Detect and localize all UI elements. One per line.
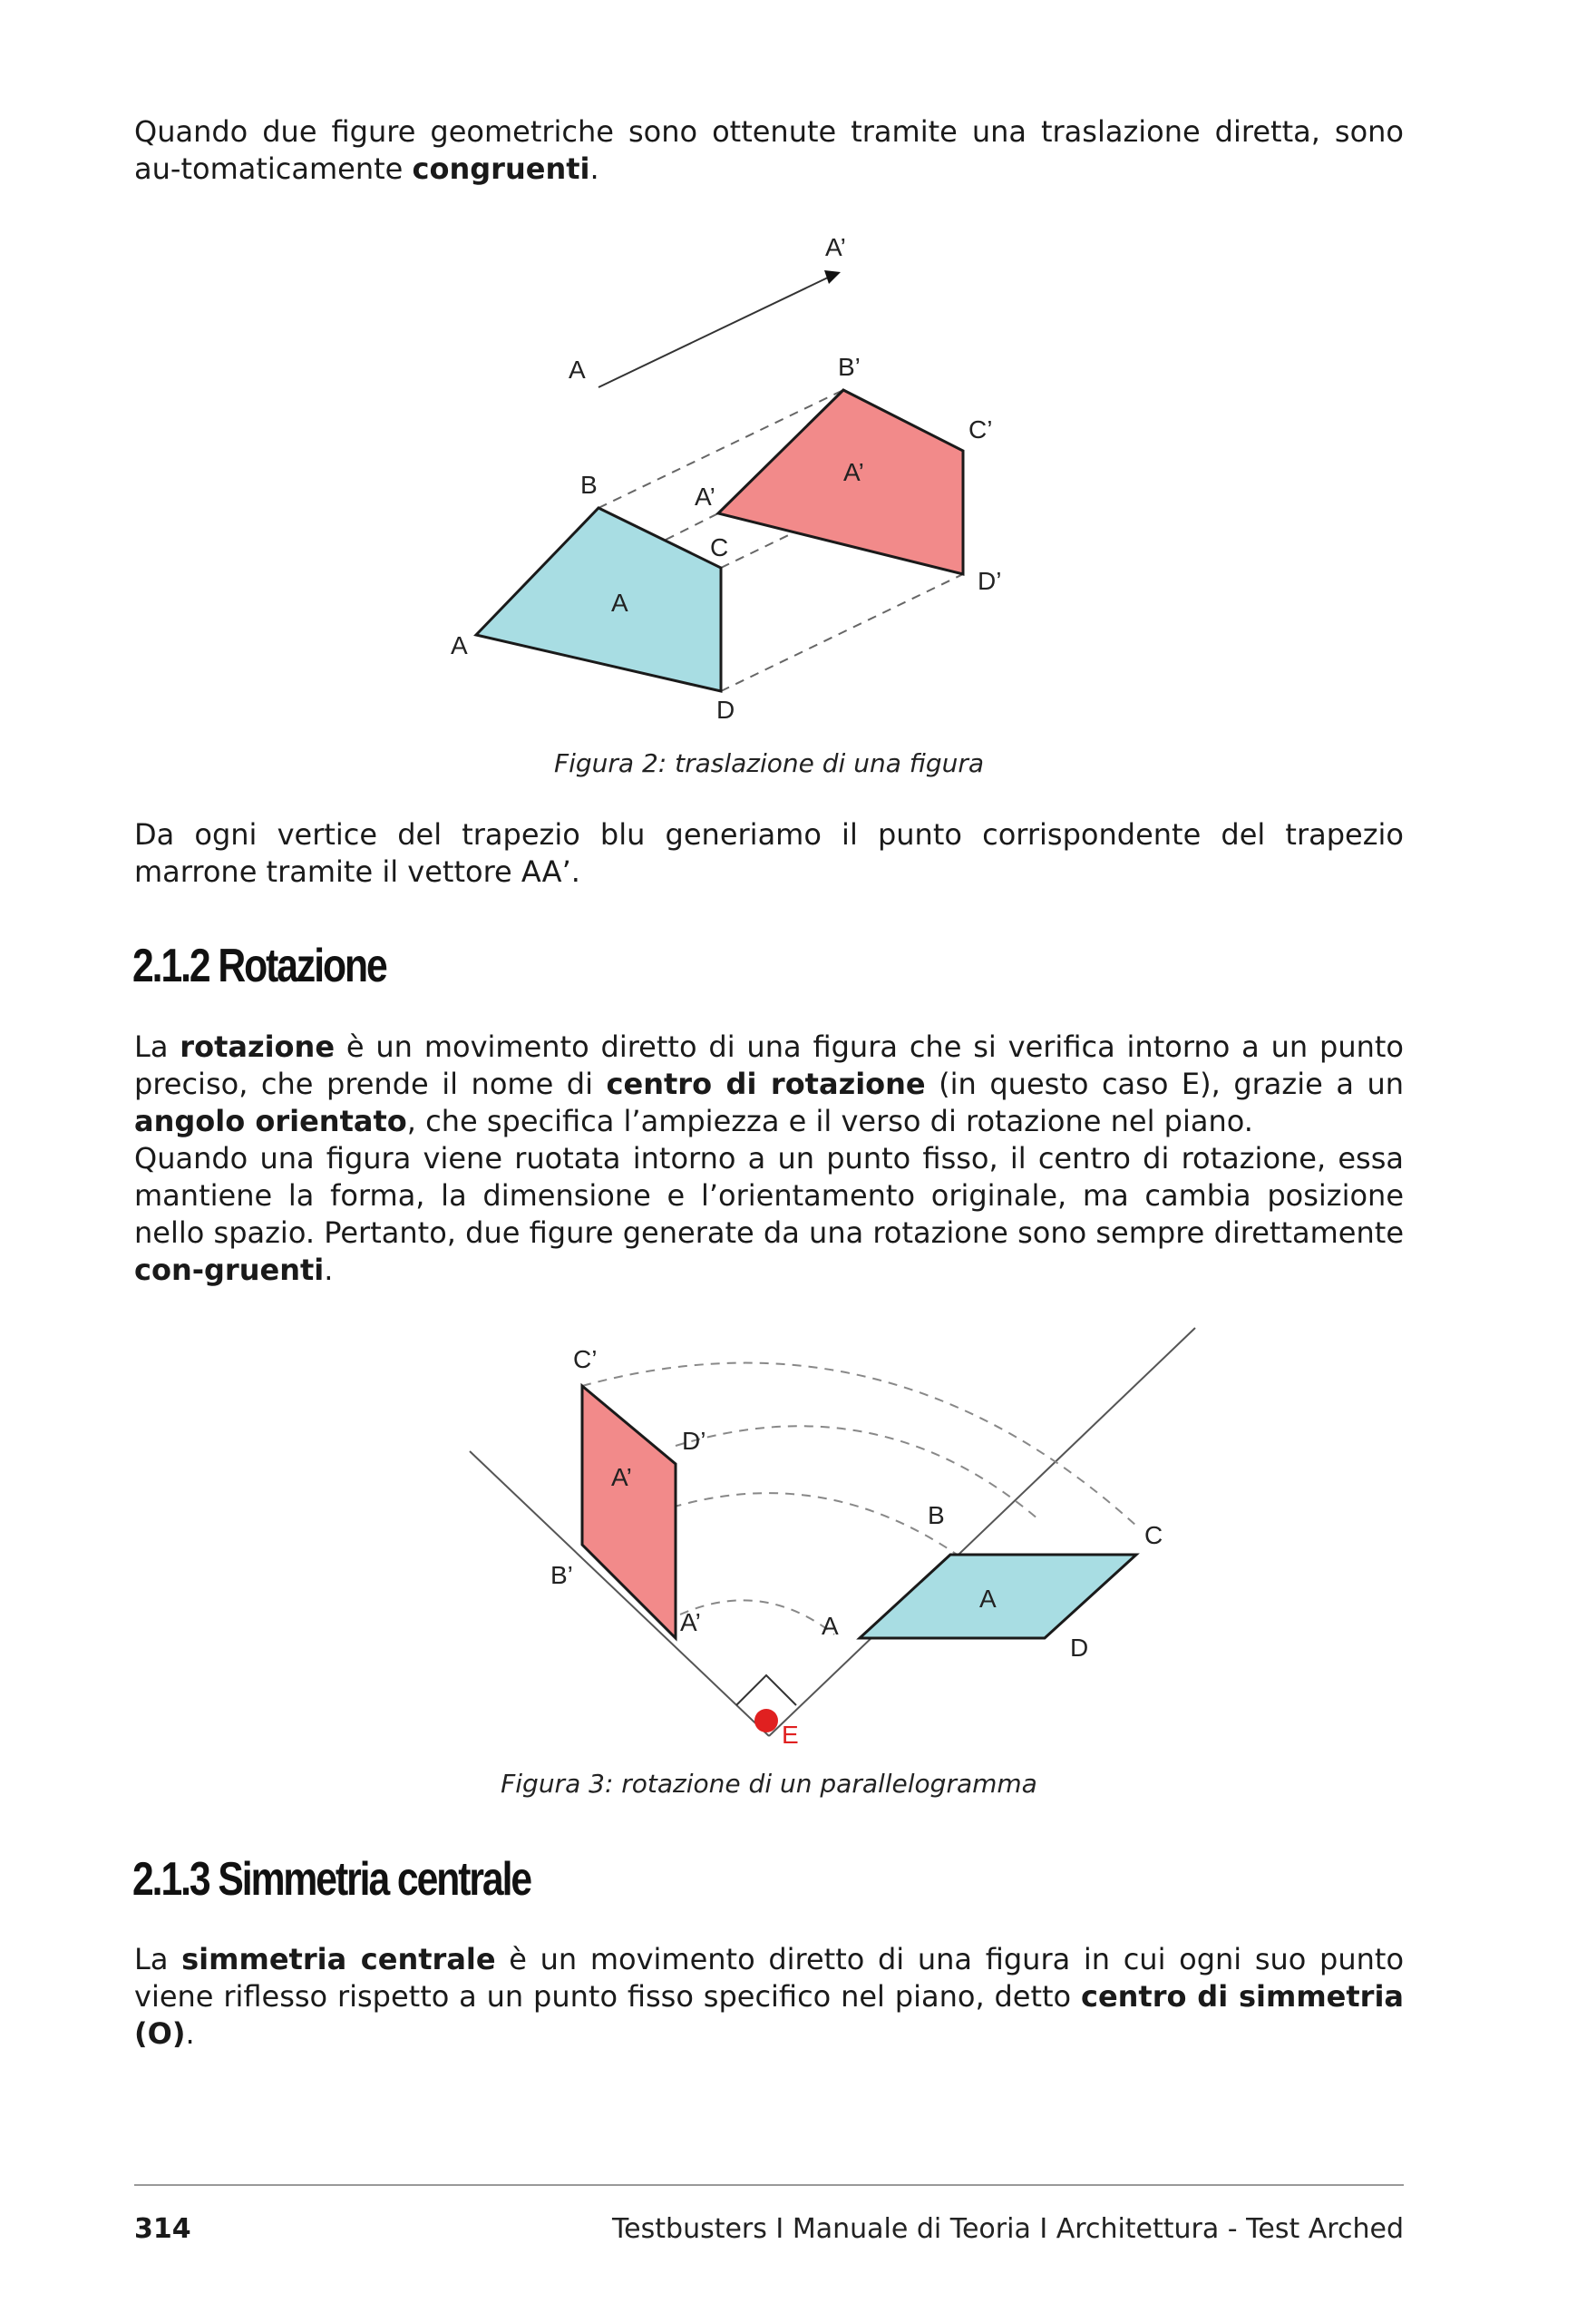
label-img-d: D’ <box>682 1427 706 1455</box>
label-img-c: C’ <box>573 1345 598 1373</box>
figure-3-caption: Figura 3: rotazione di un parallelogramma <box>501 1769 1037 1799</box>
section-heading-rotation: 2.1.2 Rotazione <box>132 940 386 992</box>
text: (in questo caso E), grazie a un <box>925 1067 1405 1101</box>
bold-term: rotazione <box>180 1029 336 1064</box>
text: è un movimento diretto di una figura in cui ogni suo punto viene riflesso rispetto a un punto fisso specifico nel piano, detto <box>134 1942 1405 2014</box>
rotation-ray-right <box>769 1328 1195 1736</box>
text: . <box>324 1253 334 1287</box>
vector-arrowhead <box>824 270 841 284</box>
label-img-b: B’ <box>838 353 861 381</box>
after-figure-2-paragraph: Da ogni vertice del trapezio blu generiamo il punto corrispondente del trapezio marrone tramite il vettore AA’. <box>134 817 1404 889</box>
bold-term: centro di rotazione <box>606 1067 926 1101</box>
label-orig-a: A <box>822 1612 839 1640</box>
figure-3-rotation <box>0 1306 1596 1760</box>
figure-2-caption: Figura 2: traslazione di una figura <box>553 748 985 778</box>
label-vector-end: A’ <box>825 233 846 261</box>
original-parallelogram <box>860 1555 1136 1638</box>
text: è un movimento diretto di una figura che si verifica intorno a un punto preciso, che prende il nome di <box>134 1029 1405 1101</box>
label-orig-b: B <box>928 1501 945 1529</box>
text: , che specifica l’ampiezza e il verso di rotazione nel piano. <box>406 1104 1253 1138</box>
right-angle-marker <box>736 1675 796 1705</box>
bold-term: con-gruenti <box>134 1253 325 1287</box>
intro-end: . <box>589 151 599 186</box>
rotation-paragraph <box>134 1029 1404 1289</box>
label-img-b: B’ <box>550 1561 573 1589</box>
label-img-area: A’ <box>611 1463 632 1491</box>
bold-term: angolo orientato <box>134 1104 407 1138</box>
label-orig-d: D <box>1070 1634 1089 1662</box>
label-orig-a: A <box>451 631 468 659</box>
label-img-area: A’ <box>843 458 864 486</box>
label-orig-c: C <box>710 533 729 561</box>
text: La <box>134 1029 180 1064</box>
text: Quando una figura viene ruotata intorno a un punto fisso, il centro di rotazione, essa mantiene la forma, la dimensione e l’orientamento originale, ma cambia posizione nello spazio. Pertanto, due figure generate da una rotazione sono sempre direttamente <box>134 1141 1404 1250</box>
bold-term: simmetria centrale <box>181 1942 496 1976</box>
label-img-a: A’ <box>680 1608 701 1636</box>
text: La <box>134 1942 182 1976</box>
label-img-d: D’ <box>978 567 1002 595</box>
label-orig-d: D <box>716 696 735 724</box>
rotated-parallelogram <box>582 1386 676 1638</box>
page-number: 314 <box>134 2213 191 2245</box>
original-trapezoid <box>476 508 721 691</box>
label-orig-area: A <box>979 1585 997 1613</box>
label-img-c: C’ <box>968 415 993 444</box>
label-orig-b: B <box>580 471 598 499</box>
section-heading-symmetry: 2.1.3 Simmetria centrale <box>132 1853 531 1906</box>
symmetry-paragraph <box>134 1941 1404 2053</box>
footer-text: Testbusters I Manuale di Teoria I Architettura - Test Arched <box>611 2213 1404 2245</box>
translation-vector <box>598 277 830 387</box>
text: . <box>185 2016 195 2051</box>
rotation-center <box>754 1709 778 1732</box>
label-orig-area: A <box>611 589 628 617</box>
intro-text: Quando due figure geometriche sono ottenute tramite una traslazione diretta, sono au-tomaticamente <box>134 114 1404 186</box>
intro-bold: congruenti <box>412 151 590 186</box>
figure-2-translation <box>0 227 1596 735</box>
bold-term: centro di simmetria (O) <box>134 1979 1405 2051</box>
label-vector-start: A <box>569 356 586 384</box>
label-orig-c: C <box>1144 1521 1163 1549</box>
translated-trapezoid <box>718 390 963 574</box>
label-center: E <box>782 1721 799 1749</box>
intro-paragraph <box>134 113 1404 188</box>
footer-divider <box>134 2184 1404 2186</box>
label-img-a: A’ <box>695 483 715 511</box>
